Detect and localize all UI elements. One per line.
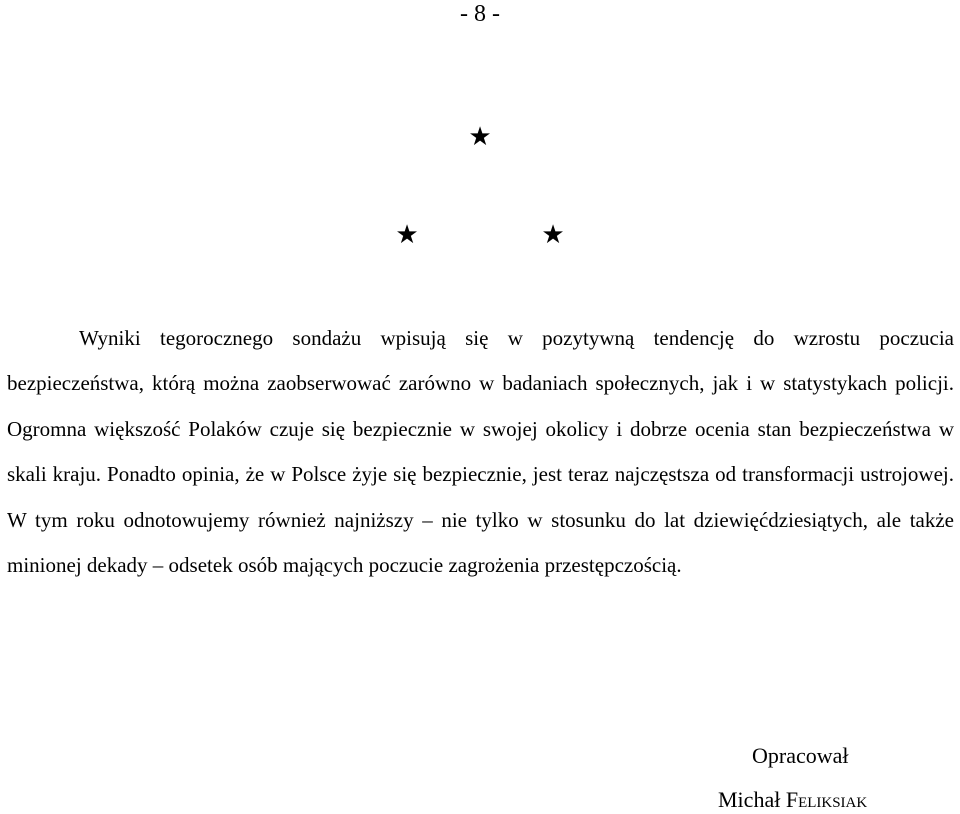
signature-name xyxy=(718,786,938,814)
star-icon: ★ xyxy=(395,220,419,249)
author-first-name: Michał xyxy=(718,787,781,812)
star-icon: ★ xyxy=(468,122,492,151)
star-icon: ★ xyxy=(541,220,565,249)
author-last-name: Feliksiak xyxy=(785,787,868,812)
page-number: - 8 - xyxy=(460,1,500,27)
summary-paragraph: Wyniki tegorocznego sondażu wpisują się w pozytywną tendencję do wzrostu poczucia bezpieczeństwa, którą można zaobserwować zarówno w badaniach społecznych, jak i w statystykach policji. Ogromna większość Polaków czuje się bezpiecznie w swojej okolicy i dobrze ocenia stan bezpieczeństwa w skali kraju. Ponadto opinia, że w Polsce żyje się bezpiecznie, jest teraz najczęstsza od transformacji ustrojowej. W tym roku odnotowujemy również najniższy – nie tylko w stosunku do lat dziewięćdziesiątych, ale także minionej dekady – odsetek osób mających poczucie zagrożenia przestępczością. xyxy=(7,326,954,578)
signature-title: Opracował xyxy=(752,743,849,768)
